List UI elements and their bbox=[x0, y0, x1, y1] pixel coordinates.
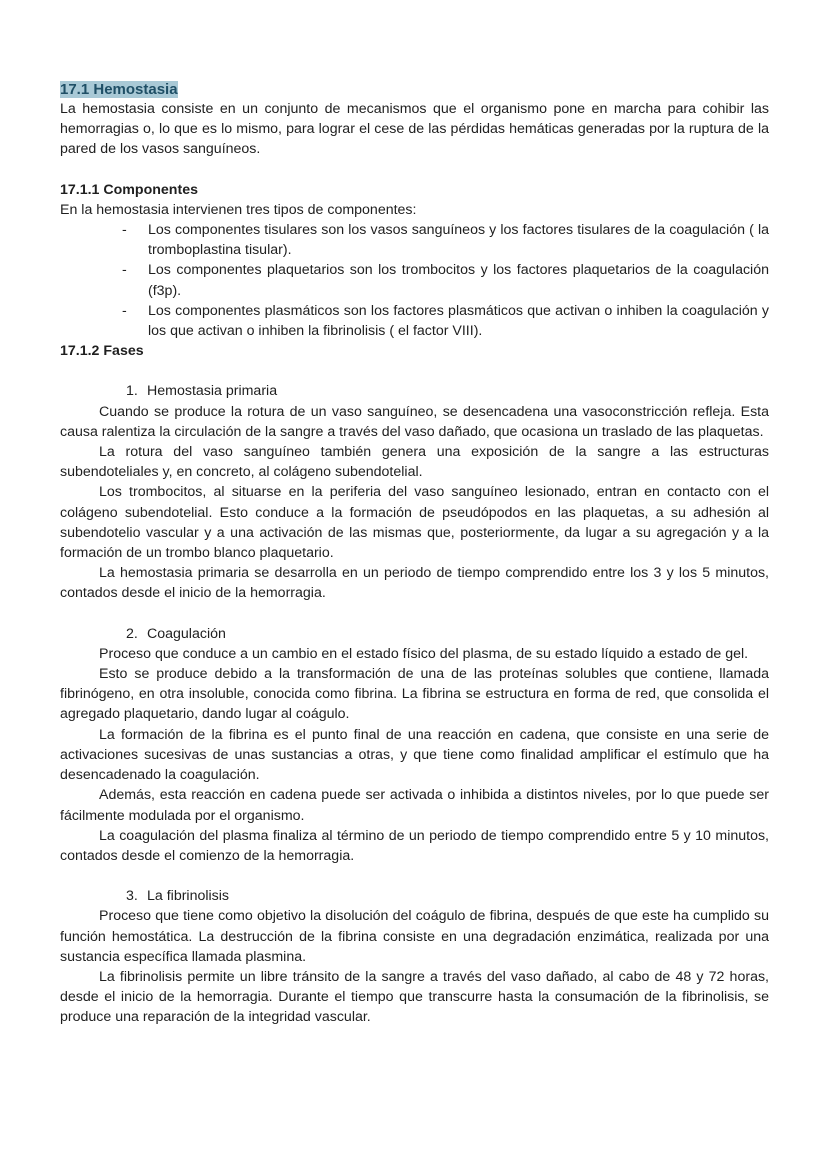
componentes-heading: 17.1.1 Componentes bbox=[60, 181, 198, 198]
phase-number: 1. bbox=[126, 383, 138, 400]
section-heading-text: 17.1 Hemostasia bbox=[60, 81, 178, 98]
section-heading bbox=[60, 80, 769, 99]
paragraph: Esto se produce debido a la transformación de una de las proteínas solubles que contiene, llamada fibrinógeno, en otra insoluble, conocida como fibrina. La fibrina se estructura en forma de red, que consolida el agregado plaquetario, dando lugar al coágulo. bbox=[60, 666, 769, 723]
list-item: - Los componentes tisulares son los vasos sanguíneos y los factores tisulares de la coagulación ( la tromboplastina tisular). bbox=[148, 220, 769, 260]
section-intro: La hemostasia consiste en un conjunto de mecanismos que el organismo pone en marcha para cohibir las hemorragias o, lo que es lo mismo, para lograr el cese de las pérdidas hemáticas generadas por la ruptura de la pared de los vasos sanguíneos. bbox=[60, 101, 769, 158]
paragraph: La rotura del vaso sanguíneo también genera una exposición de la sangre a las estructuras subendoteliales y, en concreto, al colágeno subendotelial. bbox=[60, 444, 769, 481]
phase-heading bbox=[60, 886, 769, 906]
phase-title: Hemostasia primaria bbox=[147, 383, 278, 400]
list-item: - Los componentes plasmáticos son los factores plasmáticos que activan o inhiben la coagulación y los que activan o inhiben la fibrinolisis ( el factor VIII). bbox=[148, 301, 769, 341]
page-content bbox=[60, 80, 769, 1028]
fases-heading: 17.1.2 Fases bbox=[60, 343, 144, 360]
componentes-intro: En la hemostasia intervienen tres tipos de componentes: bbox=[60, 201, 417, 218]
phase-number: 2. bbox=[126, 625, 138, 642]
paragraph: La hemostasia primaria se desarrolla en un periodo de tiempo comprendido entre los 3 y los 5 minutos, contados desde el inicio de la hemorragia. bbox=[60, 565, 769, 602]
paragraph: Cuando se produce la rotura de un vaso sanguíneo, se desencadena una vasoconstricción refleja. Esta causa ralentiza la circulación de la sangre a través del vaso dañado, que ocasiona un traslado de las plaquetas. bbox=[60, 403, 769, 440]
paragraph: La coagulación del plasma finaliza al término de un periodo de tiempo comprendido entre 5 y 10 minutos, contados desde el comienzo de la hemorragia. bbox=[60, 827, 769, 864]
paragraph: La formación de la fibrina es el punto final de una reacción en cadena, que consiste en una serie de activaciones sucesivas de unas sustancias a otras, y que tiene como finalidad amplificar el estímulo que ha desencadenado la coagulación. bbox=[60, 726, 769, 784]
paragraph: La fibrinolisis permite un libre tránsito de la sangre a través del vaso dañado, al cabo de 48 y 72 horas, desde el inicio de la hemorragia. Durante el tiempo que transcurre hasta la consumación de la fibrinolisis, se produce una reparación de la integridad vascular. bbox=[60, 968, 769, 1026]
componentes-list bbox=[60, 220, 769, 341]
paragraph: Proceso que conduce a un cambio en el estado físico del plasma, de su estado líquido a estado de gel. bbox=[99, 645, 749, 662]
paragraph: Proceso que tiene como objetivo la disolución del coágulo de fibrina, después de que este ha cumplido su función hemostática. La destrucción de la fibrina consiste en una degradación enzimática, realizada por una sustancia específica llamada plasmina. bbox=[60, 908, 769, 965]
phase-heading bbox=[60, 624, 769, 644]
phase-number: 3. bbox=[126, 888, 138, 905]
list-item: - Los componentes plaquetarios son los trombocitos y los factores plaquetarios de la coagulación (f3p). bbox=[148, 260, 769, 300]
paragraph: Además, esta reacción en cadena puede ser activada o inhibida a distintos niveles, por lo que puede ser fácilmente modulada por el organismo. bbox=[60, 787, 769, 824]
paragraph: Los trombocitos, al situarse en la periferia del vaso sanguíneo lesionado, entran en contacto con el colágeno subendotelial. Esto conduce a la formación de pseudópodos en las plaquetas, a su adhesión al subendotelio vascular y a una activación de las mismas que, posteriormente, da lugar a su agregación y a la formación de un trombo blanco plaquetario. bbox=[60, 484, 769, 562]
phase-heading bbox=[60, 381, 769, 401]
phase-title: La fibrinolisis bbox=[147, 888, 230, 905]
phase-title: Coagulación bbox=[147, 625, 226, 642]
